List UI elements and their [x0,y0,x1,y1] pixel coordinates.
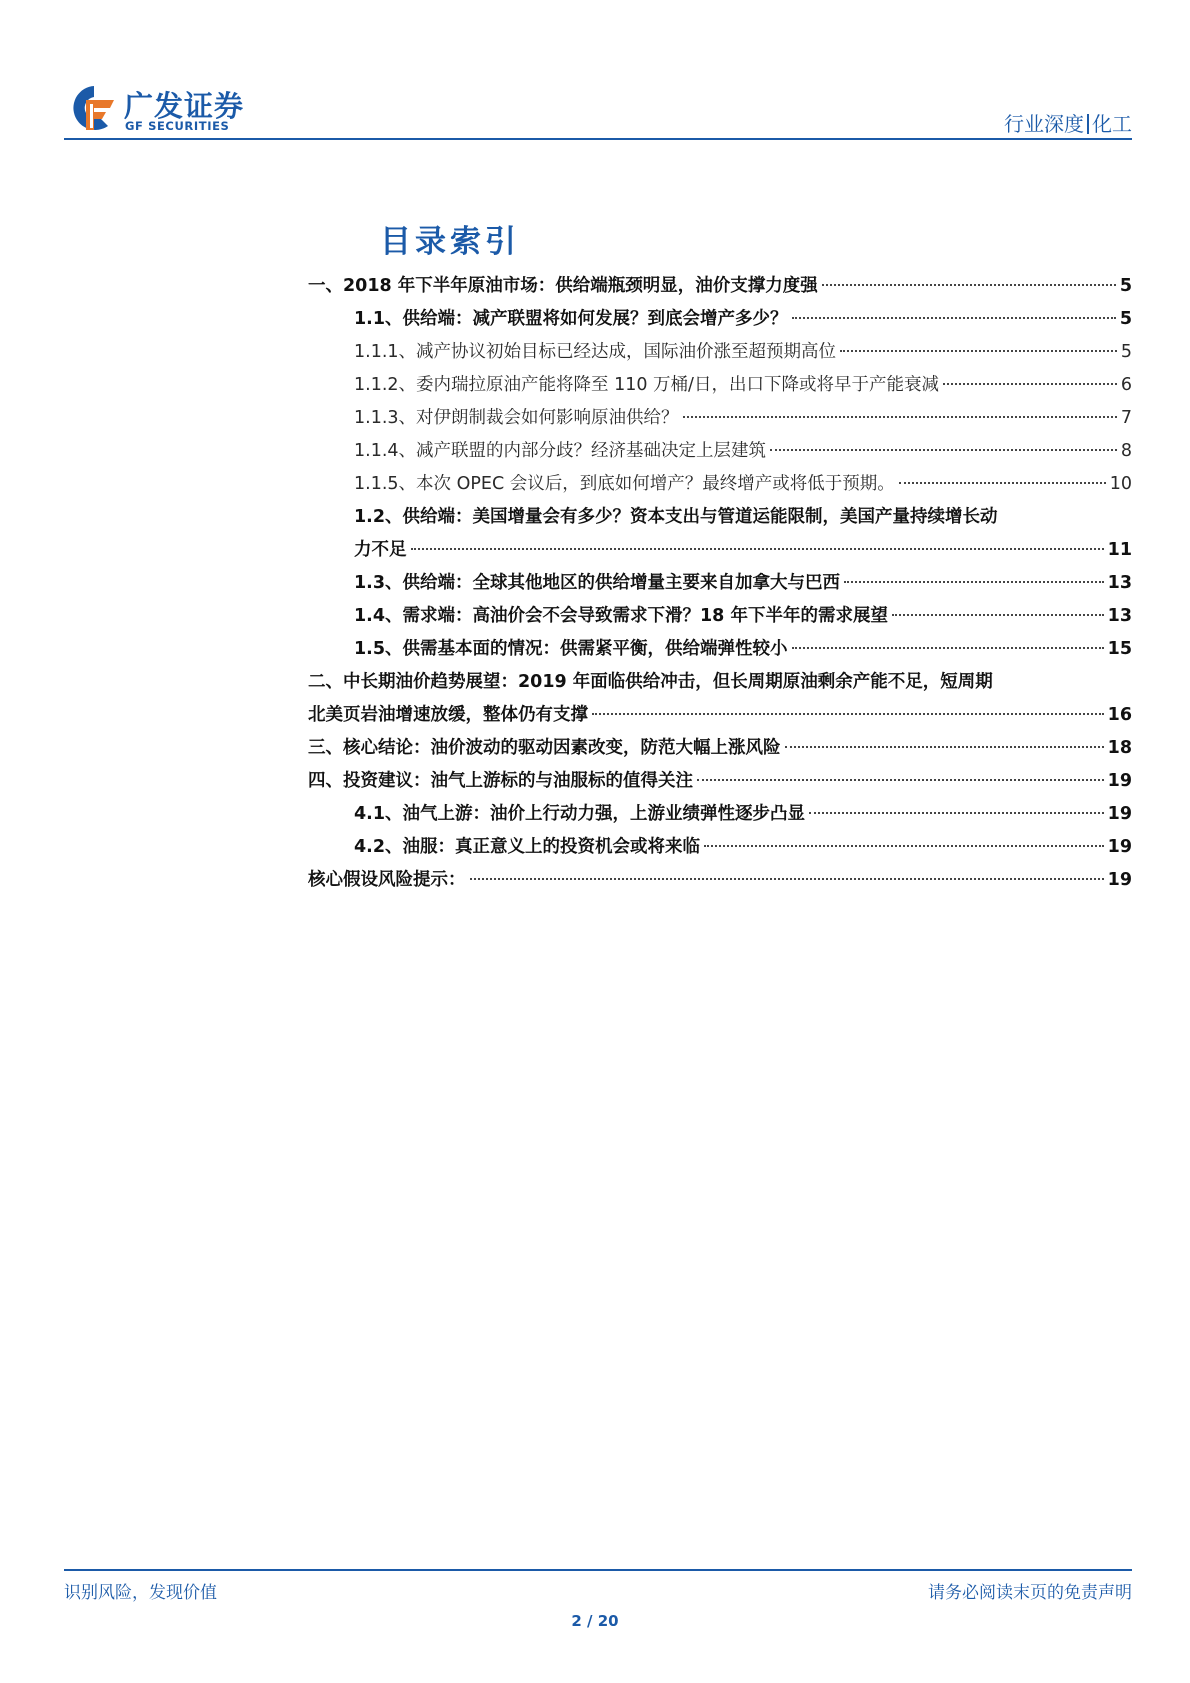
toc-entry[interactable] [308,468,1132,501]
toc-entry-text-line2: 力不足 [354,540,407,560]
report-category [1004,108,1132,137]
toc-entry-text: 1.3、供给端：全球其他地区的供给增量主要来自加拿大与巴西 [354,573,840,593]
toc-leader-dots [892,614,1104,616]
page-number: 2 / 20 [571,1612,619,1630]
toc-entry-page: 13 [1107,606,1132,626]
toc-leader-dots [840,350,1117,352]
toc-entry[interactable] [308,303,1132,336]
page-header [64,78,1132,140]
header-divider [64,138,1132,140]
toc-leader-dots [697,779,1104,781]
toc-entry-page: 16 [1107,705,1132,725]
toc-entry-text-line1: 1.2、供给端：美国增量会有多少？资本支出与管道运能限制，美国产量持续增长动 [354,507,998,527]
toc-entry-page: 7 [1120,408,1132,428]
toc-leader-dots [899,482,1106,484]
toc-entry-page: 11 [1107,540,1132,560]
table-of-contents [308,270,1132,897]
toc-entry[interactable] [308,501,1132,567]
brand-logo [64,78,264,140]
toc-entry-text: 1.4、需求端：高油价会不会导致需求下滑？18 年下半年的需求展望 [354,606,888,626]
toc-entry[interactable] [308,666,1132,732]
toc-entry-page: 5 [1120,342,1132,362]
toc-entry-text-line1: 二、中长期油价趋势展望：2019 年面临供给冲击，但长周期原油剩余产能不足，短周期 [308,672,993,692]
toc-entry[interactable] [308,567,1132,600]
brand-name-cn: 广发证券 [124,89,245,123]
toc-entry-page: 19 [1107,870,1132,890]
toc-entry-text: 1.5、供需基本面的情况：供需紧平衡，供给端弹性较小 [354,639,788,659]
toc-entry-page: 18 [1107,738,1132,758]
toc-entry-page: 19 [1107,837,1132,857]
toc-entry[interactable] [308,732,1132,765]
toc-entry-text: 三、核心结论：油价波动的驱动因素改变，防范大幅上涨风险 [308,738,781,758]
toc-leader-dots [592,713,1104,715]
footer-slogan: 识别风险，发现价值 [64,1583,217,1603]
toc-entry[interactable] [308,798,1132,831]
toc-entry-text: 一、2018 年下半年原油市场：供给端瓶颈明显，油价支撑力度强 [308,276,818,296]
toc-entry-text-line2: 北美页岩油增速放缓，整体仍有支撑 [308,705,588,725]
toc-entry-text: 4.2、油服：真正意义上的投资机会或将来临 [354,837,700,857]
toc-entry-page: 6 [1120,375,1132,395]
toc-entry[interactable] [308,864,1132,897]
toc-leader-dots [943,383,1117,385]
toc-entry[interactable] [308,270,1132,303]
toc-entry-text: 1.1.1、减产协议初始目标已经达成，国际油价涨至超预期高位 [354,342,837,362]
footer-disclaimer: 请务必阅读末页的免责声明 [928,1583,1132,1603]
toc-entry[interactable] [308,765,1132,798]
toc-entry-page: 19 [1107,771,1132,791]
toc-leader-dots [785,746,1104,748]
toc-leader-dots [822,284,1116,286]
toc-entry[interactable] [308,402,1132,435]
toc-leader-dots [792,647,1104,649]
toc-entry-page: 10 [1109,474,1132,494]
toc-leader-dots [411,548,1104,550]
toc-entry-text: 核心假设风险提示： [308,870,466,890]
toc-leader-dots [792,317,1116,319]
toc-entry-text: 四、投资建议：油气上游标的与油服标的值得关注 [308,771,693,791]
toc-leader-dots [770,449,1117,451]
toc-entry-text: 1.1、供给端：减产联盟将如何发展？到底会增产多少？ [354,309,788,329]
toc-entry[interactable] [308,336,1132,369]
toc-entry[interactable] [308,831,1132,864]
toc-entry-page: 5 [1119,309,1132,329]
gf-logo-icon [64,82,118,134]
toc-entry-page: 15 [1107,639,1132,659]
toc-entry-page: 13 [1107,573,1132,593]
toc-leader-dots [844,581,1104,583]
toc-entry[interactable] [308,633,1132,666]
toc-entry-page: 19 [1107,804,1132,824]
category-type: 行业深度 [1004,112,1084,136]
toc-leader-dots [470,878,1104,880]
toc-entry-text: 1.1.2、委内瑞拉原油产能将降至 110 万桶/日，出口下降或将早于产能衰减 [354,375,939,395]
footer-divider [64,1569,1132,1571]
toc-entry[interactable] [308,600,1132,633]
toc-entry-text: 1.1.4、减产联盟的内部分歧？经济基础决定上层建筑 [354,441,767,461]
toc-leader-dots [683,416,1117,418]
toc-leader-dots [809,812,1104,814]
toc-leader-dots [704,845,1104,847]
category-industry: 化工 [1092,112,1132,136]
toc-entry-text: 4.1、油气上游：油价上行动力强，上游业绩弹性逐步凸显 [354,804,805,824]
toc-entry[interactable] [308,435,1132,468]
toc-entry[interactable] [308,369,1132,402]
brand-name-en: GF SECURITIES [125,119,230,133]
toc-entry-page: 5 [1119,276,1132,296]
toc-entry-text: 1.1.3、对伊朗制裁会如何影响原油供给？ [354,408,679,428]
category-separator [1087,114,1089,134]
toc-entry-text: 1.1.5、本次 OPEC 会议后，到底如何增产？最终增产或将低于预期。 [354,474,895,494]
toc-entry-page: 8 [1120,441,1132,461]
toc-title: 目录索引 [380,224,520,260]
